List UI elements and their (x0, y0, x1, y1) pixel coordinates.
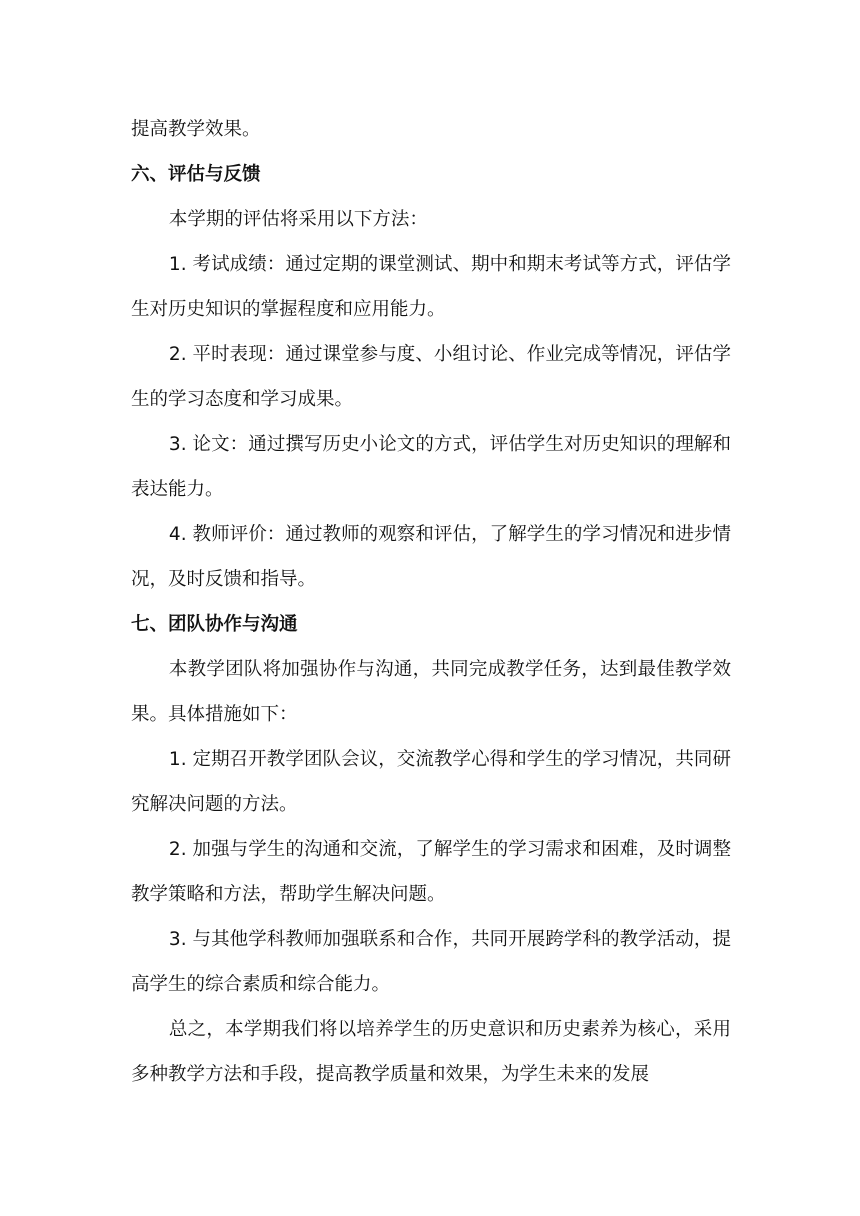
evaluation-item-essay: 3. 论文：通过撰写历史小论文的方式，评估学生对历史知识的理解和表达能力。 (131, 434, 731, 500)
summary-paragraph: 总之，本学期我们将以培养学生的历史意识和历史素养为核心，采用多种教学方法和手段，提高教学质量和效果，为学生未来的发展 (131, 1019, 731, 1085)
teamwork-item-cross-subject: 3. 与其他学科教师加强联系和合作，共同开展跨学科的教学活动，提高学生的综合素质和综合能力。 (131, 929, 731, 995)
evaluation-item-teacher-review: 4. 教师评价：通过教师的观察和评估，了解学生的学习情况和进步情况，及时反馈和指导。 (131, 524, 731, 590)
section-heading-teamwork: 七、团队协作与沟通 (131, 614, 298, 635)
teamwork-item-student-communication: 2. 加强与学生的沟通和交流，了解学生的学习需求和困难，及时调整教学策略和方法，帮助学生解决问题。 (131, 839, 731, 905)
continuation-paragraph: 提高教学效果。 (131, 119, 261, 140)
teamwork-intro-paragraph: 本教学团队将加强协作与沟通，共同完成教学任务，达到最佳教学效果。具体措施如下： (131, 659, 731, 725)
section-heading-evaluation: 六、评估与反馈 (131, 164, 261, 185)
evaluation-intro-paragraph: 本学期的评估将采用以下方法： (168, 209, 428, 230)
evaluation-item-exams: 1. 考试成绩：通过定期的课堂测试、期中和期末考试等方式，评估学生对历史知识的掌握程度和应用能力。 (131, 254, 731, 320)
evaluation-item-performance: 2. 平时表现：通过课堂参与度、小组讨论、作业完成等情况，评估学生的学习态度和学习成果。 (131, 344, 731, 410)
document-body (131, 107, 731, 1097)
teamwork-item-meetings: 1. 定期召开教学团队会议，交流教学心得和学生的学习情况，共同研究解决问题的方法。 (131, 749, 731, 815)
